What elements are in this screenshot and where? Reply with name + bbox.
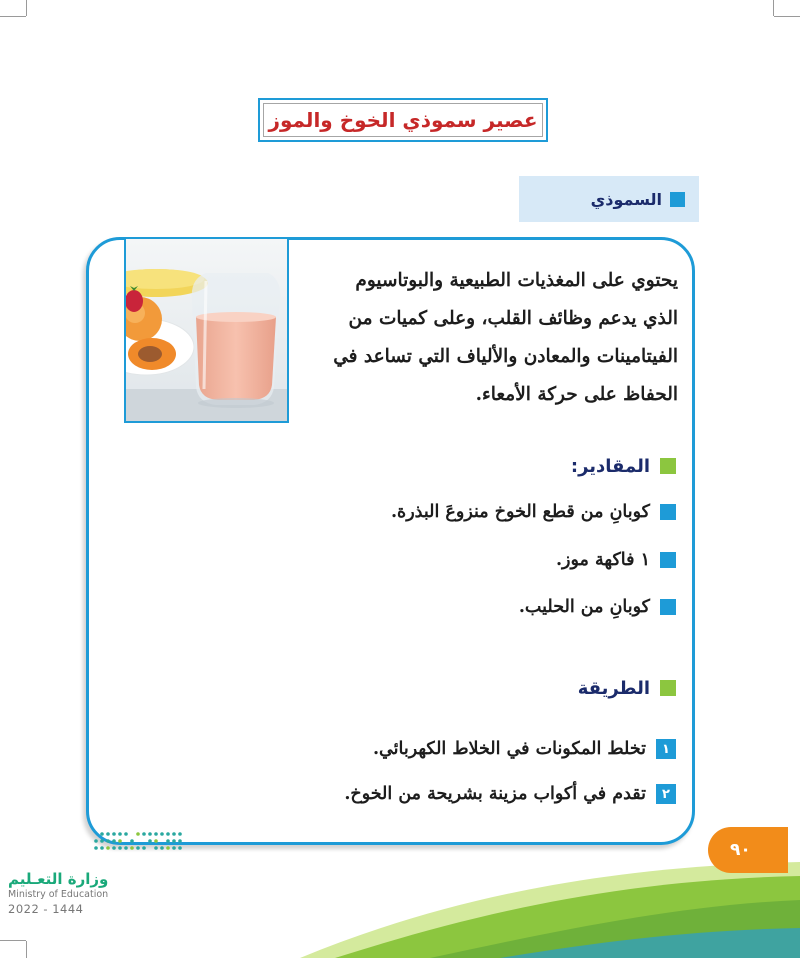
section-header [519, 176, 699, 222]
crop-mark [26, 0, 27, 16]
crop-mark [774, 940, 800, 941]
green-square-icon [660, 458, 676, 474]
method-heading [578, 676, 676, 700]
crop-mark [0, 16, 26, 17]
ingredient-text: كوبانِ من الحليب. [518, 597, 650, 617]
intro-line: الفيتامينات والمعادن والألياف التي تساعد في [333, 346, 678, 367]
intro-line: الحفاظ على حركة الأمعاء. [475, 384, 678, 405]
blue-square-icon [670, 192, 685, 207]
ingredients-heading-label: المقادير: [570, 455, 650, 477]
crop-mark [774, 16, 800, 17]
blue-square-icon [660, 552, 676, 568]
ingredient-item [556, 545, 676, 575]
ministry-name-en: Ministry of Education [8, 889, 109, 900]
intro-paragraph [300, 262, 678, 414]
crop-mark [0, 940, 26, 941]
method-step [373, 734, 676, 764]
page-number: ٩٠ [708, 827, 788, 873]
recipe-title: عصير سموذي الخوخ والموز [263, 103, 543, 137]
step-text: تقدم في أكواب مزينة بشريحة من الخوخ. [344, 784, 646, 804]
step-number: ٢ [656, 784, 676, 804]
ingredient-item [519, 592, 676, 622]
green-square-icon [660, 680, 676, 696]
ministry-name-ar: وزارة التعـليم [8, 870, 109, 888]
section-label: السموذي [590, 189, 662, 209]
method-step [344, 779, 676, 809]
ingredient-item [391, 497, 676, 527]
blue-square-icon [660, 599, 676, 615]
intro-line: يحتوي على المغذيات الطبيعية والبوتاسيوم [355, 270, 678, 291]
crop-mark [773, 0, 774, 16]
step-number: ١ [656, 739, 676, 759]
step-text: تخلط المكونات في الخلاط الكهربائي. [372, 739, 646, 759]
intro-line: الذي يدعم وظائف القلب، وعلى كميات من [348, 308, 678, 329]
blue-square-icon [660, 504, 676, 520]
method-heading-label: الطريقة [577, 677, 650, 699]
recipe-title-box [258, 98, 548, 142]
edition-year: 2022 - 1444 [8, 902, 84, 916]
smoothie-photo [124, 237, 289, 423]
ingredients-heading [571, 454, 676, 478]
ingredient-text: كوبانِ من قطع الخوخ منزوعَ البذرة. [390, 502, 650, 522]
crop-mark [26, 941, 27, 958]
ingredient-text: ١ فاكهة موز. [555, 550, 650, 570]
